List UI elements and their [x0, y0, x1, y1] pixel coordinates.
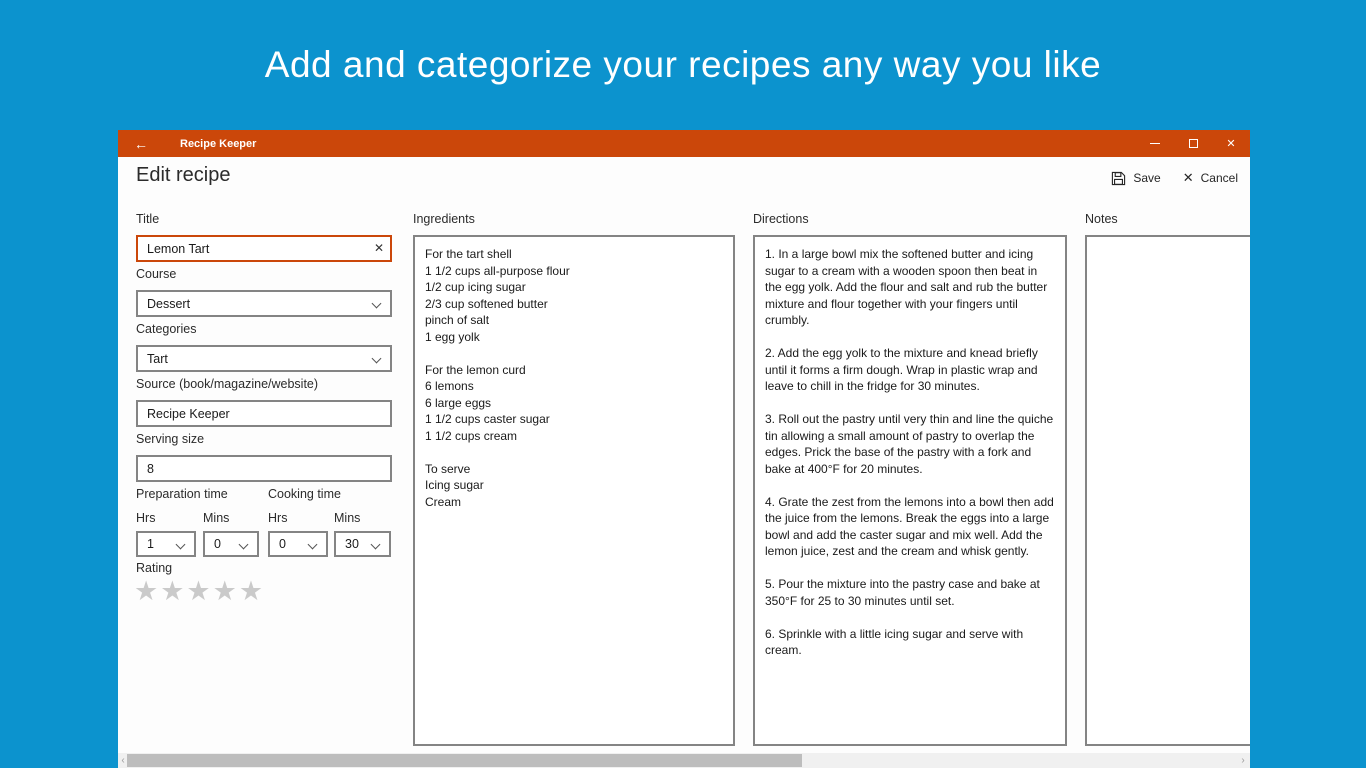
course-select[interactable]	[136, 290, 392, 317]
maximize-button[interactable]	[1174, 130, 1212, 157]
close-icon: ✕	[1226, 138, 1236, 150]
cook-hrs-select[interactable]	[268, 531, 328, 557]
rating-stars[interactable]: ★★★★★	[134, 576, 266, 606]
close-button[interactable]	[1212, 130, 1250, 157]
cancel-button[interactable]	[1183, 170, 1238, 186]
scroll-right-icon[interactable]: ›	[1241, 755, 1245, 766]
prep-mins-select[interactable]	[203, 531, 259, 557]
chevron-down-icon	[176, 540, 186, 550]
categories-select[interactable]	[136, 345, 392, 372]
prep-mins-value: 0	[214, 537, 221, 551]
horizontal-scrollbar[interactable]	[118, 753, 1250, 768]
app-title: Recipe Keeper	[180, 137, 257, 150]
course-label: Course	[136, 267, 177, 281]
serving-size-label: Serving size	[136, 432, 205, 446]
notes-textarea[interactable]	[1085, 235, 1250, 746]
command-bar	[1111, 170, 1238, 186]
chevron-down-icon	[372, 354, 382, 364]
maximize-icon	[1189, 139, 1198, 148]
notes-label: Notes	[1085, 212, 1118, 226]
categories-value: Tart	[147, 351, 168, 366]
horizontal-scrollbar-thumb[interactable]	[127, 754, 802, 767]
minimize-button[interactable]	[1136, 130, 1174, 157]
source-label: Source (book/magazine/website)	[136, 377, 319, 391]
course-value: Dessert	[147, 296, 191, 311]
chevron-down-icon	[371, 540, 381, 550]
categories-label: Categories	[136, 322, 197, 336]
recipe-form	[136, 130, 392, 753]
save-button[interactable]	[1111, 171, 1160, 186]
back-button[interactable]: ←	[134, 135, 148, 152]
prep-hrs-label: Hrs	[136, 511, 156, 525]
chevron-down-icon	[372, 299, 382, 309]
clear-title-icon[interactable]: ✕	[374, 241, 385, 255]
rating-label: Rating	[136, 561, 173, 575]
scroll-left-icon[interactable]: ‹	[121, 755, 125, 766]
cancel-label: Cancel	[1200, 171, 1238, 185]
cook-mins-label: Mins	[334, 511, 361, 525]
title-label: Title	[136, 212, 160, 226]
source-input[interactable]	[136, 400, 392, 427]
chevron-down-icon	[239, 540, 249, 550]
prep-mins-label: Mins	[203, 511, 230, 525]
prep-hrs-value: 1	[147, 537, 154, 551]
title-input[interactable]	[136, 235, 392, 262]
hero-headline: Add and categorize your recipes any way you like	[264, 44, 1102, 85]
caption-buttons	[1136, 130, 1250, 157]
preparation-time-label: Preparation time	[136, 487, 228, 501]
cancel-icon: ✕	[1182, 170, 1194, 185]
minimize-icon	[1150, 143, 1160, 144]
chevron-down-icon	[308, 540, 318, 550]
cook-mins-value: 30	[345, 537, 359, 551]
save-label: Save	[1133, 171, 1161, 185]
page-title: Edit recipe	[136, 164, 231, 186]
cook-hrs-value: 0	[279, 537, 286, 551]
ingredients-label: Ingredients	[413, 212, 475, 226]
cook-hrs-label: Hrs	[268, 511, 288, 525]
cook-mins-select[interactable]	[334, 531, 391, 557]
serving-size-input[interactable]	[136, 455, 392, 482]
cooking-time-label: Cooking time	[268, 487, 341, 501]
prep-hrs-select[interactable]	[136, 531, 196, 557]
directions-label: Directions	[753, 212, 809, 226]
save-icon	[1111, 171, 1126, 186]
recipe-keeper-window	[118, 130, 1250, 768]
directions-textarea[interactable]	[753, 235, 1067, 746]
ingredients-textarea[interactable]	[413, 235, 735, 746]
